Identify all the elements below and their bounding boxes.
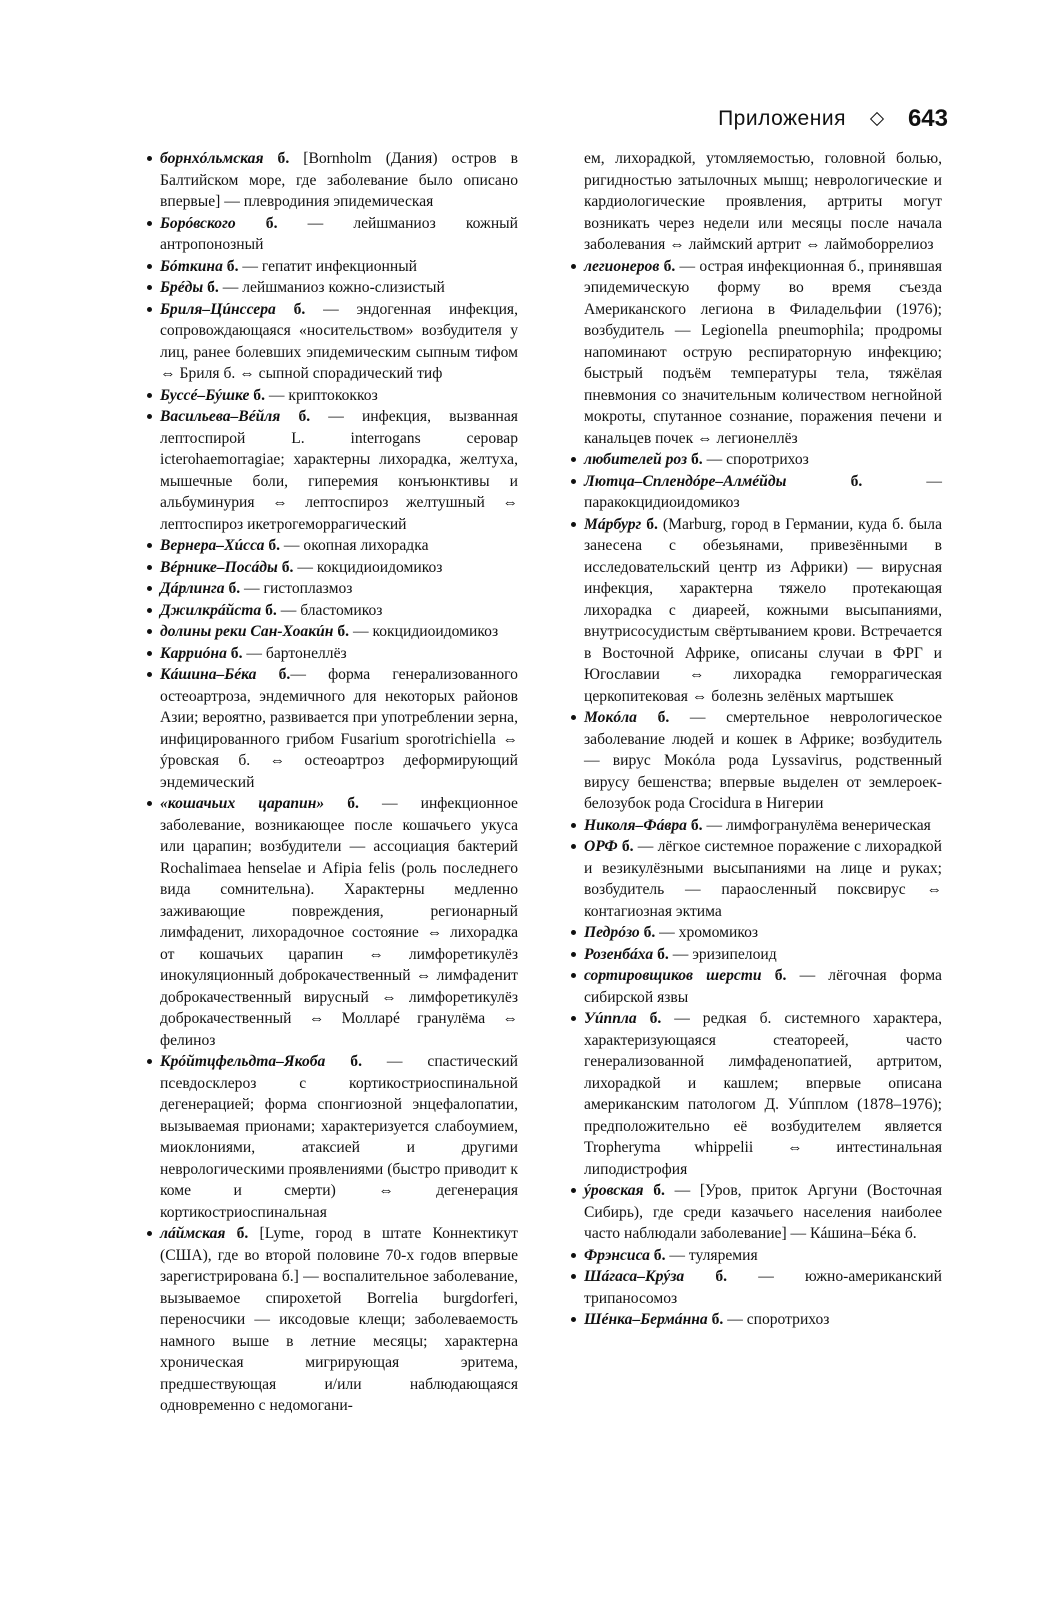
entry-definition: [Lyme, город в штате Коннектикут (США), где во второй половине 70-х годов впервые зарегистрирована б.] — воспалительное заболевание, вызываемое спирохетой Borrelia burgdorferi, переносчики — иксодовые клещи; заболеваемость намного выше в летние месяцы; характерна хроническая мигрирующая эритема, предшествующая и/или наблюдающаяся одновременно с недомогани-: [160, 1225, 518, 1414]
entry-term: Борóвского: [160, 214, 236, 232]
entry-term: Вернера–Хúсса: [160, 537, 265, 554]
entry-term: Уúппла: [584, 1010, 637, 1027]
dictionary-entry: [146, 385, 518, 407]
entry-definition: ем, лихорадкой, утомляемостью, головной болью, ригидностью затылочных мышц; неврологические и кардиологические проявления, артриты могут возникать через недели или месяцы после начала заболевания ⇔ лаймский артрит ⇔ лаймоборрелиоз: [584, 150, 942, 253]
entry-definition: — гистоплазмоз: [240, 580, 353, 597]
entry-term: Карриóна: [160, 644, 227, 662]
entry-abbreviation: б.: [278, 666, 291, 683]
bullet-icon: [147, 156, 152, 161]
bullet-icon: [147, 1231, 152, 1236]
dictionary-entry: [146, 148, 518, 213]
entry-abbreviation: б.: [657, 945, 669, 963]
entry-term: легионеров: [584, 257, 660, 275]
entry-abbreviation: б.: [293, 300, 306, 318]
entry-term: ОРФ: [584, 838, 618, 855]
dictionary-entry: [146, 1051, 518, 1223]
dictionary-entry: [570, 1008, 942, 1180]
bullet-icon: [147, 629, 152, 634]
bullet-icon: [571, 930, 576, 935]
entry-term: Джилкрáйста: [160, 601, 262, 619]
entry-abbreviation: б.: [663, 257, 676, 275]
dictionary-entry: [570, 707, 942, 815]
entry-abbreviation: б.: [690, 451, 703, 468]
entry-abbreviation: б.: [226, 257, 239, 275]
entry-definition: — паракокцидиоидомикоз: [584, 472, 942, 511]
bullet-icon: [147, 672, 152, 677]
bullet-icon: [571, 1253, 576, 1258]
bullet-icon: [147, 393, 152, 398]
entry-definition: — [Уров, приток Аргуни (Восточная Сибирь), где среди казачьего населения наиболее часто наблюдали заболевание] — Кáшина–Бéка б.: [584, 1182, 942, 1242]
entry-abbreviation: б.: [281, 558, 294, 576]
entry-abbreviation: б.: [350, 1053, 362, 1070]
bullet-icon: [147, 586, 152, 591]
entry-abbreviation: б.: [711, 1311, 724, 1328]
dictionary-entry: [146, 277, 518, 299]
bullet-icon: [571, 264, 576, 269]
entry-definition: — споротрихоз: [723, 1311, 830, 1328]
page-number: 643: [907, 105, 948, 132]
entry-definition: — споротрихоз: [702, 451, 809, 468]
entry-abbreviation: б.: [337, 623, 350, 640]
entry-abbreviation: б.: [347, 795, 359, 812]
entry-abbreviation: б.: [653, 1246, 666, 1264]
bullet-icon: [147, 543, 152, 548]
entry-abbreviation: б.: [207, 279, 219, 296]
bullet-icon: [147, 1059, 152, 1064]
entry-definition: — эризипелоид: [668, 945, 777, 963]
entry-abbreviation: б.: [715, 1268, 728, 1285]
bullet-icon: [571, 457, 576, 462]
bullet-icon: [571, 1188, 576, 1193]
dictionary-entry: [146, 406, 518, 535]
entry-definition: — смертельное неврологическое заболевание людей и кошек в Африке; возбудитель — вирус Мокóла рода Lyssavirus, родственный вирусу бешенства; впервые выделен от землероек-белозубок рода Crocidura в Нигерии: [584, 709, 943, 812]
entry-term: ýровская: [584, 1182, 644, 1199]
diamond-icon: [870, 112, 884, 126]
dictionary-entry: [146, 621, 518, 643]
entry-definition: — эндогенная инфекция, сопровождающаяся «носительством» возбудителя у лиц, ранее болевших эпидемическим сыпным тифом ⇔ Бриля б. ⇔ сыпной спорадический тиф: [160, 300, 518, 382]
entry-term: Розенбáха: [584, 945, 654, 963]
dictionary-entry: [146, 643, 518, 665]
entry-definition: — туляремия: [665, 1246, 758, 1264]
bullet-icon: [571, 823, 576, 828]
entry-abbreviation: б.: [649, 1010, 662, 1027]
entry-term: Брéды: [160, 279, 204, 296]
bullet-icon: [147, 264, 152, 269]
entry-abbreviation: б.: [265, 214, 278, 232]
dictionary-entry: [146, 557, 518, 579]
entry-term: «кошачьих царапин»: [160, 795, 325, 812]
entry-term: Лютца–Сплендóре–Алмéйды: [584, 472, 787, 490]
bullet-icon: [571, 973, 576, 978]
entry-term: Шáгаса–Крýза: [584, 1268, 685, 1285]
entry-abbreviation: б.: [268, 537, 281, 554]
entry-definition: — бластомикоз: [276, 601, 383, 619]
entry-term: Бóткина: [160, 257, 223, 275]
dictionary-entry: [570, 1309, 942, 1331]
dictionary-entry: [570, 815, 942, 837]
dictionary-entry: [146, 600, 518, 622]
dictionary-entry: [570, 836, 942, 922]
entry-term: Николя–Фáвра: [584, 816, 687, 834]
entry-term: Буссé–Бýшке: [160, 386, 250, 404]
entry-definition: — окопная лихорадка: [280, 537, 429, 554]
bullet-icon: [147, 221, 152, 226]
bullet-icon: [147, 651, 152, 656]
entry-term: лáймская: [160, 1225, 226, 1242]
entry-abbreviation: б.: [236, 1225, 249, 1242]
dictionary-entry: [146, 256, 518, 278]
dictionary-entry: [570, 148, 942, 256]
entry-definition: — бартонеллёз: [242, 644, 347, 662]
entry-term: Кáшина–Бéка: [160, 666, 257, 683]
dictionary-entry: [146, 578, 518, 600]
dictionary-entry: [570, 965, 942, 1008]
entry-abbreviation: б.: [653, 1182, 665, 1199]
entry-definition: — лёгкое системное поражение с лихорадкой и везикулёзными высыпаниями на лице и руках; возбудитель — парaосленный поксвирус ⇔ контагиозная эктима: [584, 838, 942, 920]
entry-abbreviation: б.: [265, 601, 277, 619]
entry-abbreviation: б.: [228, 580, 241, 597]
page-header: [686, 102, 948, 136]
entry-term: сортировщиков шерсти: [584, 967, 762, 984]
entry-definition: — лёгочная форма сибирской язвы: [584, 967, 942, 1006]
entry-definition: [Bornholm (Дания) остров в Балтийском море, где заболевание было описано впервые] — плевродиния эпидемическая: [160, 150, 518, 210]
entry-definition: — редкая б. системного характера, характеризующаяся стеатореей, часто генерализованной лимфаденопатией, артритом, лихорадкой и кашлем; впервые описана американским патологом Д. Уúпплом (1878–1976); предположительно её возбудителем является Tropheryma whippelii ⇔ интестинальная липодистрофия: [584, 1010, 942, 1178]
entry-term: Бриля–Цúнссера: [160, 300, 276, 318]
entry-definition: (Marburg, город в Германии, куда б. была занесена с обезьянами, привезёнными в исследовательский центр из Африки) — вирусная инфекция, характерна тяжело протекающая лихорадка с диареей, кожными высыпаниями, внутрисосудистым свёртыванием крови. Встречается в Восточной Африке, описаны случаи в ФРГ и Югославии ⇔ лихорадка геморрагическая церкопитековая ⇔ болезнь зелёных мартышек: [584, 515, 942, 705]
dictionary-entry: [570, 944, 942, 966]
entry-term: Васильева–Вéйля: [160, 408, 281, 425]
right-column: [570, 148, 942, 1331]
bullet-icon: [571, 1274, 576, 1279]
dictionary-entry: [570, 1180, 942, 1245]
entry-abbreviation: б.: [621, 838, 634, 855]
entry-term: борнхóльмская: [160, 150, 264, 167]
bullet-icon: [571, 952, 576, 957]
entry-definition: — инфекция, вызванная лептоспирой L. interrogans серовар icterohaemorragiae; характерны лихорадка, желтуха, мышечные боли, гиперемия конъюнктивы и альбуминурия ⇔ лептоспироз желтушный ⇔ лептоспироз икетрогеморрагический: [160, 408, 518, 533]
entry-abbreviation: б.: [774, 967, 787, 984]
entry-abbreviation: б.: [253, 386, 265, 404]
entry-term: Шéнка–Бермáнна: [584, 1311, 708, 1328]
entry-term: Дáрлинга: [160, 580, 225, 597]
bullet-icon: [571, 715, 576, 720]
entry-definition: — форма генерализованного остеоартроза, эндемичного для некоторых районов Азии; вероятно, развивается при употреблении зерна, инфицированного грибом Fusarium sporotrichiella ⇔ ýровская б. ⇔ остеоартроз деформирующий эндемический: [160, 666, 518, 791]
entry-abbreviation: б.: [298, 408, 311, 425]
dictionary-entry: [570, 1266, 942, 1309]
bullet-icon: [147, 414, 152, 419]
entry-definition: — острая инфекционная б., принявшая эпидемическую форму во время съезда Американского легиона в Филадельфии (1976); возбудитель — Legionella pneumophila; продромы напоминают острую респираторную инфекцию; быстрый подъём температуры тела, тяжёлая пневмония со значительным количеством негнойной мокроты, спутанное сознание, поражения печени и канальцев почек ⇔ легионеллёз: [584, 257, 942, 447]
entry-abbreviation: б.: [230, 644, 243, 662]
bullet-icon: [571, 479, 576, 484]
entry-term: Педрóзо: [584, 924, 640, 941]
entry-definition: — гепатит инфекционный: [238, 257, 418, 275]
dictionary-entry: [146, 793, 518, 1051]
dictionary-entry: [146, 1223, 518, 1417]
dictionary-entry: [570, 1245, 942, 1267]
bullet-icon: [147, 801, 152, 806]
bullet-icon: [571, 1016, 576, 1021]
entry-definition: — инфекционное заболевание, возникающее после кошачьего укуса или царапин; возбудители — ассоциация бактерий Rochalimaea henselae и Afipia felis (роль последнего вида сомнительна). Характерны медленно заживающие повреждения, регионарный лимфаденит, лихорадочное состояние ⇔ лихорадка от кошачьих царапин ⇔ лимфоретикулёз инокуляционный доброкачественный ⇔ лимфаденит доброкачественный вирусный ⇔ лимфоретикулёз доброкачественный ⇔ Моллaрé гранулёма ⇔ фелиноз: [160, 795, 518, 1049]
entry-term: Мáрбург: [584, 515, 642, 533]
entry-term: долины реки Сан-Хоакúн: [160, 623, 334, 640]
bullet-icon: [147, 285, 152, 290]
dictionary-entry: [570, 256, 942, 450]
bullet-icon: [147, 565, 152, 570]
entry-abbreviation: б.: [850, 472, 863, 490]
left-column: [146, 148, 518, 1417]
dictionary-entry: [570, 514, 942, 708]
entry-abbreviation: б.: [643, 924, 656, 941]
entry-definition: — лейшманиоз кожно-слизистый: [218, 279, 445, 296]
entry-definition: — кокцидиоидомикоз: [349, 623, 499, 640]
entry-definition: — кокцидиоидомикоз: [293, 558, 443, 576]
entry-definition: — хромомикоз: [655, 924, 759, 941]
entry-abbreviation: б.: [657, 709, 670, 726]
entry-definition: — южно-американский трипаносомоз: [584, 1268, 942, 1307]
entry-definition: — криптококкоз: [264, 386, 378, 404]
bullet-icon: [571, 522, 576, 527]
dictionary-entry: [570, 471, 942, 514]
dictionary-entry: [146, 213, 518, 256]
dictionary-entry: [146, 535, 518, 557]
entry-term: Мокóла: [584, 709, 637, 726]
entry-definition: — лимфогранулёма венерическая: [702, 816, 931, 834]
entry-definition: — лейшманиоз кожный антропонозный: [160, 214, 518, 253]
entry-definition: — спастический псевдосклероз с кортикостриоспинальной дегенерацией; форма спонгиозной энцефалопатии, вызываемая прионами; характеризуется слабоумием, миоклониями, атаксией и другими неврологическими проявлениями (быстро приводит к коме и смерти) ⇔ дегенерация кортикостриоспинальная: [160, 1053, 519, 1221]
bullet-icon: [571, 1317, 576, 1322]
dictionary-entry: [570, 922, 942, 944]
entry-term: Крóйтцфельдта–Якоба: [160, 1053, 326, 1070]
bullet-icon: [147, 307, 152, 312]
dictionary-entry: [146, 664, 518, 793]
dictionary-entry: [146, 299, 518, 385]
entry-term: любителей роз: [584, 451, 688, 468]
dictionary-entry: [570, 449, 942, 471]
entry-abbreviation: б.: [646, 515, 658, 533]
running-head: Приложения: [718, 107, 846, 130]
bullet-icon: [571, 844, 576, 849]
bullet-icon: [147, 608, 152, 613]
entry-term: Вéрнике–Посáды: [160, 558, 278, 576]
entry-abbreviation: б.: [277, 150, 290, 167]
entry-term: Фрэнсиса: [584, 1246, 650, 1264]
entry-abbreviation: б.: [690, 816, 703, 834]
